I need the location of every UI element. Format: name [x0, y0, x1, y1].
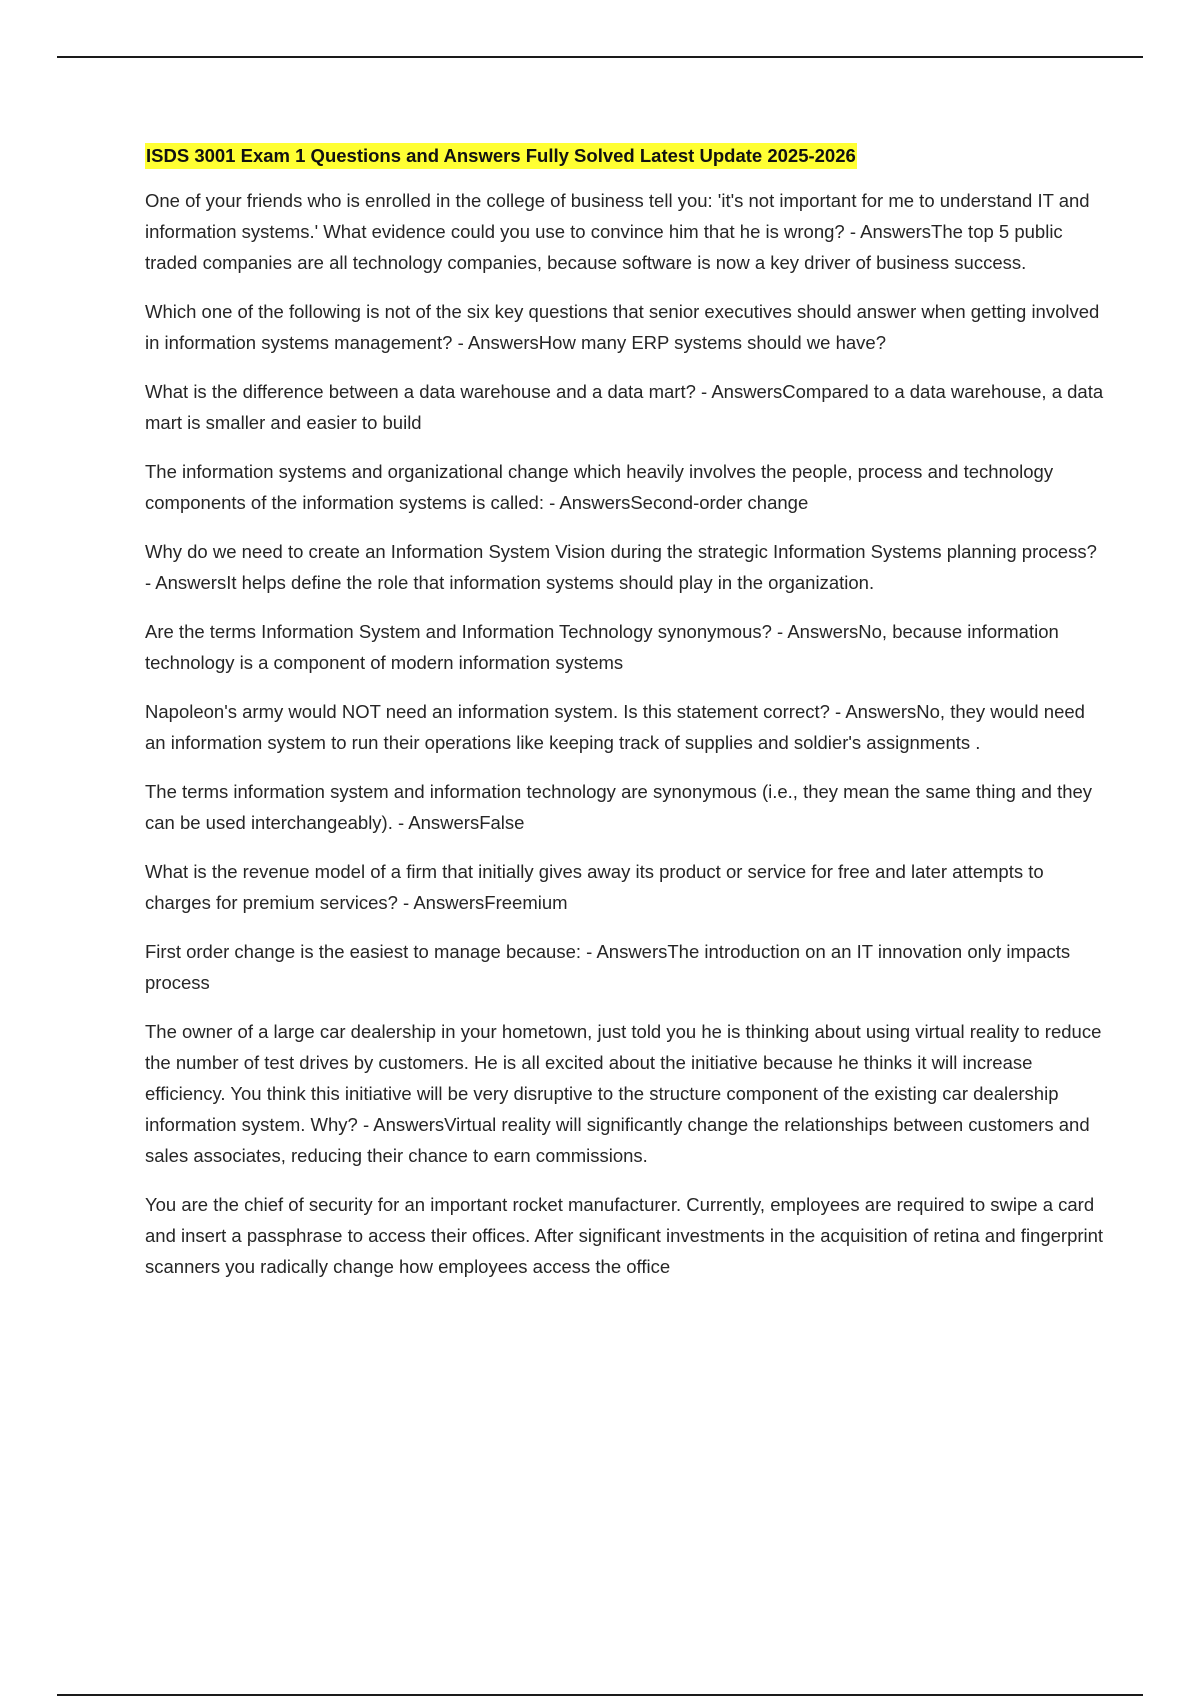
qa-entry: Which one of the following is not of the six key questions that senior executives should answer when getting involved in information systems management? - AnswersHow many ERP systems should we have?: [145, 301, 1100, 353]
qa-entry: Are the terms Information System and Information Technology synonymous? - AnswersNo, because information technology is a component of modern information systems: [145, 621, 1059, 673]
qa-entry: What is the revenue model of a firm that initially gives away its product or service for free and later attempts to charges for premium services? - AnswersFreemium: [145, 861, 1044, 913]
qa-entry: First order change is the easiest to manage because: - AnswersThe introduction on an IT innovation only impacts process: [145, 941, 1071, 993]
qa-entry: Why do we need to create an Information System Vision during the strategic Information Systems planning process? - AnswersIt helps define the role that information systems should play in the organization.: [145, 541, 1097, 593]
qa-entry: What is the difference between a data warehouse and a data mart? - AnswersCompared to a data warehouse, a data mart is smaller and easier to build: [145, 381, 1104, 433]
qa-entry: One of your friends who is enrolled in the college of business tell you: 'it's not important for me to understand IT and information systems.' What evidence could you use to convince him that he is wrong? - AnswersThe top 5 public traded companies are all technology companies, because software is now a key driver of business success.: [145, 190, 1090, 273]
qa-entry: You are the chief of security for an important rocket manufacturer. Currently, employees are required to swipe a card and insert a passphrase to access their offices. After significant investments in the acquisition of retina and fingerprint scanners you radically change how employees access the office: [145, 1194, 1104, 1277]
document-title: ISDS 3001 Exam 1 Questions and Answers Fully Solved Latest Update 2025-2026: [145, 143, 857, 169]
qa-entry: Napoleon's army would NOT need an information system. Is this statement correct? - AnswersNo, they would need an information system to run their operations like keeping track of supplies and soldier's assignments .: [145, 701, 1085, 753]
qa-entry: The owner of a large car dealership in your hometown, just told you he is thinking about using virtual reality to reduce the number of test drives by customers. He is all excited about the initiative because he thinks it will increase efficiency. You think this initiative will be very disruptive to the structure component of the existing car dealership information system. Why? - AnswersVirtual reality will significantly change the relationships between customers and sales associates, reducing their chance to earn commissions.: [145, 1021, 1102, 1166]
qa-entry: The terms information system and information technology are synonymous (i.e., they mean the same thing and they can be used interchangeably). - AnswersFalse: [145, 781, 1093, 833]
qa-entry: The information systems and organizational change which heavily involves the people, process and technology components of the information systems is called: - AnswersSecond-order change: [145, 461, 1054, 513]
top-rule: [57, 56, 1143, 58]
page-content: [145, 143, 1105, 1300]
bottom-rule: [57, 1694, 1143, 1696]
